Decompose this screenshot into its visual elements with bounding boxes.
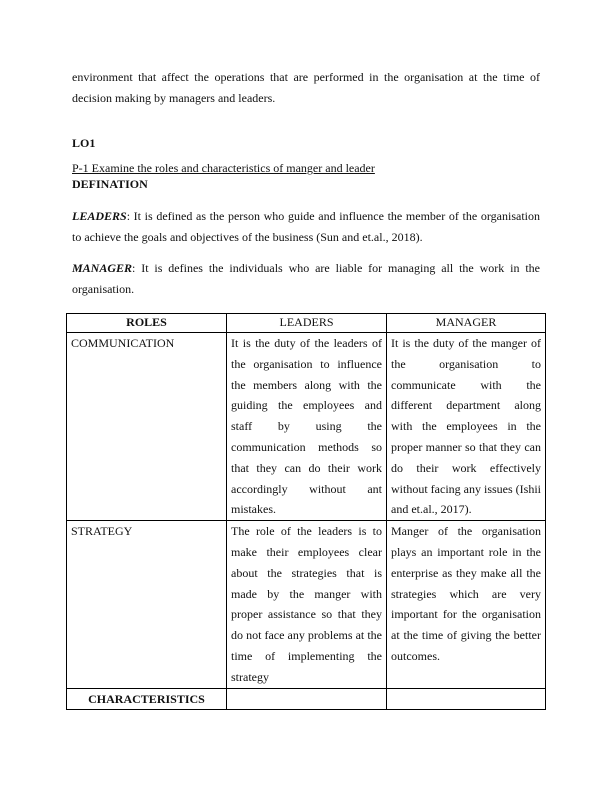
header-manager: MANAGER [387,314,546,333]
leaders-definition-text: : It is defined as the person who guide and influence the member of the organisation to achieve the goals and objectives of the business (Sun and et.al., 2018). [72,209,540,244]
leaders-cell [227,688,387,710]
table-row [67,333,546,521]
table-row [67,521,546,688]
manager-term: MANAGER [72,261,133,275]
intro-line-2: decision making by managers and leaders. [72,91,276,105]
leaders-cell: The role of the leaders is to make their employees clear about the strategies that is made by the manger with proper assistance so that they do not face any problems at the time of implementing the strategy [227,521,387,688]
leaders-term: LEADERS [72,209,127,223]
manager-cell: Manger of the organisation plays an important role in the enterprise as they make all the strategies which are very important for the organisation at the time of giving the better outcomes. [387,521,546,688]
intro-line-1: environment that affect the operations that are performed in the organisation at the time of [72,70,540,84]
role-cell: COMMUNICATION [67,333,227,521]
table-row [67,688,546,710]
leaders-cell: It is the duty of the leaders of the organisation to influence the members along with the guiding the employees and staff by using the communication methods so that they can do their work accordingly without ant mistakes. [227,333,387,521]
p1-subheading-text: P-1 Examine the roles and characteristics of manger and leader [72,161,375,175]
role-cell: CHARACTERISTICS [67,688,227,710]
header-roles: ROLES [67,314,227,333]
roles-table [66,313,546,710]
manager-definition [72,258,540,300]
manager-definition-text: : It is defines the individuals who are liable for managing all the work in the organisation. [72,261,540,296]
p1-subheading [72,160,540,176]
manager-cell [387,688,546,710]
lo1-heading: LO1 [72,136,96,150]
header-leaders: LEADERS [227,314,387,333]
role-cell: STRATEGY [67,521,227,688]
definition-heading: DEFINATION [72,177,148,191]
intro-paragraph [72,67,540,109]
manager-cell: It is the duty of the manger of the organisation to communicate with the different department along with the employees in the proper manner so that they can do their work effectively without facing any issues (Ishii and et.al., 2017). [387,333,546,521]
leaders-definition [72,206,540,248]
table-header-row [67,314,546,333]
